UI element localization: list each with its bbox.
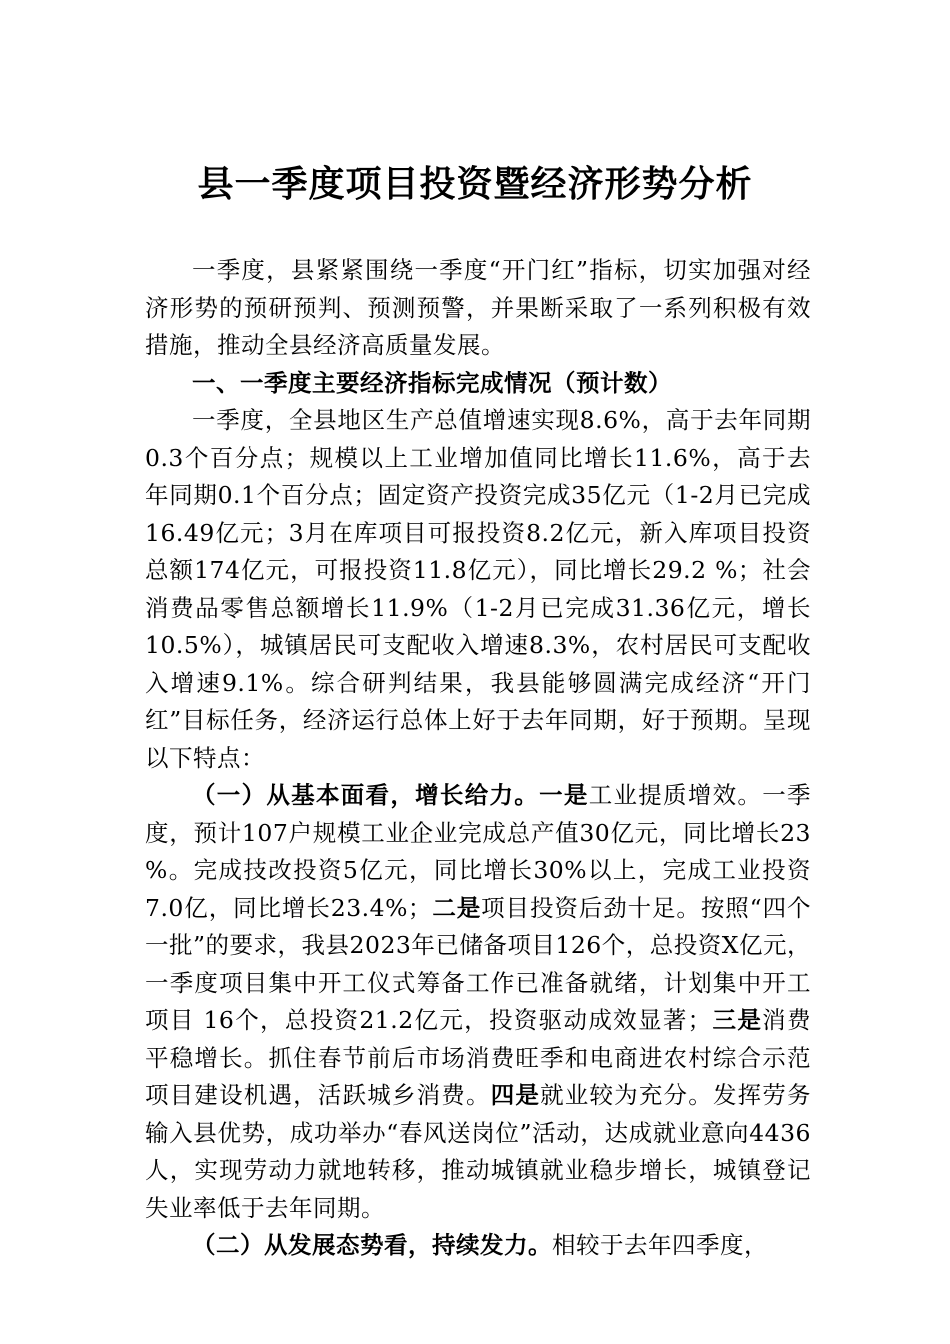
- point-label-4: 四是: [490, 1081, 541, 1109]
- point-text-1: 工业提质增效。一季度，预计107户规模工业企业完成总产值30亿元，同比增长23 %。完成技改投资5亿元，同比增长30%以上，完成工业投资7.0亿，同比增长23.4%；: [145, 781, 812, 922]
- subsection-heading-1: （一）从基本面看，增长给力。: [192, 781, 540, 809]
- subsection-2-text: 相较于去年四季度，: [552, 1231, 768, 1259]
- subsection-1-paragraph: [145, 777, 811, 1227]
- subsection-heading-2: （二）从发展态势看，持续发力。: [192, 1231, 552, 1259]
- subsection-2-paragraph: [145, 1227, 811, 1265]
- indicators-paragraph: 一季度，全县地区生产总值增速实现8.6%，高于去年同期0.3个百分点；规模以上工业增加值同比增长11.6%，高于去年同期0.1个百分点；固定资产投资完成35亿元（1-2月已完成16.49亿元；3月在库项目可报投资8.2亿元，新入库项目投资总额174亿元，可报投资11.8亿元），同比增长29.2 %；社会消费品零售总额增长11.9%（1-2月已完成31.36亿元，增长10.5%），城镇居民可支配收入增速8.3%，农村居民可支配收入增速9.1%。综合研判结果，我县能够圆满完成经济“开门红”目标任务，经济运行总体上好于去年同期，好于预期。呈现以下特点：: [145, 406, 811, 772]
- point-text-2: 项目投资后劲十足。按照“四个一批”的要求，我县2023年已储备项目126个，总投资X亿元，一季度项目集中开工仪式筹备工作已准备就绪，计划集中开工项目 16个，总投资21.2亿元，投资驱动成效显著；: [145, 893, 811, 1034]
- document-title: 县一季度项目投资暨经济形势分析: [197, 163, 753, 205]
- section-heading-1: 一、一季度主要经济指标完成情况（预计数）: [192, 368, 672, 397]
- intro-paragraph: 一季度，县紧紧围绕一季度“开门红”指标，切实加强对经济形势的预研预判、预测预警，并果断采取了一系列积极有效措施，推动全县经济高质量发展。: [145, 256, 811, 359]
- point-label-1: 一是: [539, 781, 589, 809]
- point-label-3: 三是: [711, 1006, 763, 1034]
- point-text-3: 消费平稳增长。抓住春节前后市场消费旺季和电商进农村综合示范项目建设机遇，活跃城乡消费。: [145, 1006, 812, 1109]
- point-text-4: 就业较为充分。发挥劳务输入县优势，成功举办“春风送岗位”活动，达成就业意向4436人，实现劳动力就地转移，推动城镇就业稳步增长，城镇登记失业率低于去年同期。: [145, 1081, 812, 1222]
- document-body: [145, 252, 811, 1265]
- point-label-2: 二是: [431, 893, 482, 922]
